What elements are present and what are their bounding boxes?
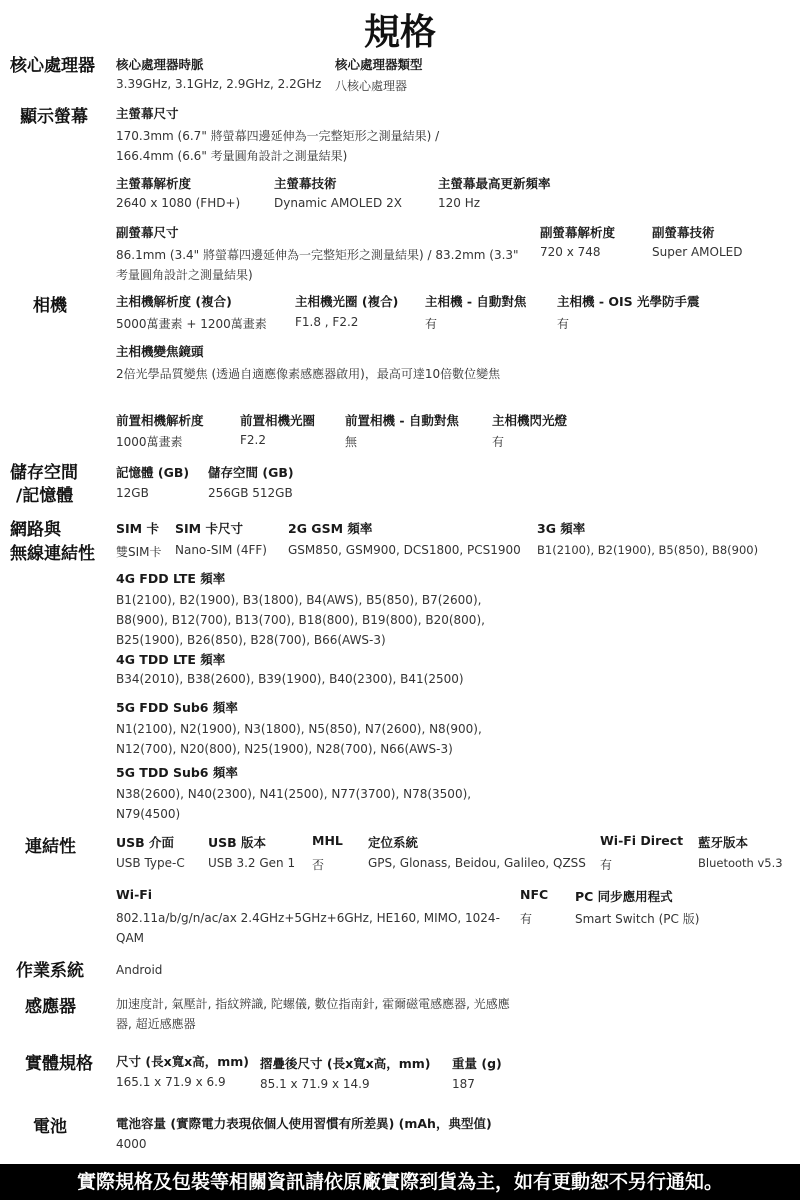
front-res-label: 前置相機解析度 [116, 413, 204, 428]
sub-tech-value: Super AMOLED [652, 245, 743, 259]
front-af-value: 無 [345, 435, 358, 449]
storage-label: 儲存空間 (GB) [208, 465, 294, 480]
section-physical: 實體規格 [25, 1054, 93, 1074]
cam-main-aperture-label: 主相機光圈 (複合) [295, 294, 399, 309]
cam-main-res-value: 5000萬畫素 + 1200萬畫素 [116, 317, 267, 331]
cpu-speed-label: 核心處理器時脈 [116, 57, 204, 72]
dims-label: 尺寸 (長x寬x高，mm) [116, 1054, 249, 1069]
g3-label: 3G 頻率 [537, 521, 586, 536]
nfc-label: NFC [520, 887, 549, 902]
tdd-lte-label: 4G TDD LTE 頻率 [116, 652, 226, 667]
cam-main-aperture-value: F1.8 , F2.2 [295, 315, 359, 329]
usb-ver-value: USB 3.2 Gen 1 [208, 856, 296, 870]
memory-label: 記憶體 (GB) [116, 465, 190, 480]
main-res-label: 主螢幕解析度 [116, 176, 192, 191]
usb-ver-label: USB 版本 [208, 835, 267, 850]
front-af-label: 前置相機 - 自動對焦 [345, 413, 459, 428]
battery-value: 4000 [116, 1137, 147, 1151]
sensors-value: 加速度計, 氣壓計, 指紋辨識, 陀螺儀, 數位指南針, 霍爾磁電感應器, 光感應器, 超近感應器 [116, 997, 510, 1031]
section-network-2: 無線連結性 [10, 544, 95, 564]
dims-value: 165.1 x 71.9 x 6.9 [116, 1075, 226, 1089]
section-battery: 電池 [33, 1117, 67, 1137]
cpu-type-value: 八核心處理器 [335, 79, 408, 93]
pc-sync-label: PC 同步應用程式 [575, 889, 673, 904]
location-value: GPS, Glonass, Beidou, Galileo, QZSS [368, 856, 586, 870]
bluetooth-value: Bluetooth v5.3 [698, 856, 783, 870]
wifi-direct-label: Wi-Fi Direct [600, 833, 684, 848]
cam-main-ois-value: 有 [557, 317, 570, 331]
section-storage-1: 儲存空間 [10, 463, 78, 483]
g3-value: B1(2100), B2(1900), B5(850), B8(900) [537, 543, 759, 557]
sub-res-value: 720 x 748 [540, 245, 601, 259]
wifi-label: Wi-Fi [116, 887, 153, 902]
front-aperture-value: F2.2 [240, 433, 266, 447]
storage-value: 256GB 512GB [208, 486, 293, 500]
memory-value: 12GB [116, 486, 149, 500]
tdd5g-label: 5G TDD Sub6 頻率 [116, 765, 238, 780]
fdd-lte-label: 4G FDD LTE 頻率 [116, 571, 226, 586]
usb-value: USB Type-C [116, 856, 185, 870]
main-refresh-value: 120 Hz [438, 196, 481, 210]
tdd-lte-value: B34(2010), B38(2600), B39(1900), B40(2300), B41(2500) [116, 672, 464, 686]
usb-label: USB 介面 [116, 835, 175, 850]
main-res-value: 2640 x 1080 (FHD+) [116, 196, 241, 210]
main-refresh-label: 主螢幕最高更新頻率 [438, 176, 551, 191]
sub-tech-label: 副螢幕技術 [652, 225, 715, 240]
front-aperture-label: 前置相機光圈 [240, 413, 316, 428]
sim-size-label: SIM 卡尺寸 [175, 521, 243, 536]
cam-zoom-label: 主相機變焦鏡頭 [116, 344, 204, 359]
cam-main-af-label: 主相機 - 自動對焦 [425, 294, 527, 309]
flash-label: 主相機閃光燈 [492, 413, 568, 428]
sub-size-value: 86.1mm (3.4" 將螢幕四邊延伸為一完整矩形之測量結果) / 83.2mm (3.3" 考量圓角設計之測量結果) [116, 248, 519, 282]
cam-zoom-value: 2倍光學品質變焦 (透過自適應像素感應器啟用)，最高可達10倍數位變焦 [116, 367, 501, 381]
mhl-value: 否 [312, 858, 325, 872]
sub-size-label: 副螢幕尺寸 [116, 225, 179, 240]
sim-value: 雙SIM卡 [116, 545, 162, 559]
section-storage-2: /記憶體 [16, 486, 74, 506]
fdd5g-label: 5G FDD Sub6 頻率 [116, 700, 238, 715]
main-size-value: 170.3mm (6.7" 將螢幕四邊延伸為一完整矩形之測量結果) / 166.4mm (6.6" 考量圓角設計之測量結果) [116, 129, 440, 163]
folded-label: 摺疊後尺寸 (長x寬x高，mm) [260, 1056, 431, 1071]
main-size-label: 主螢幕尺寸 [116, 106, 179, 121]
mhl-label: MHL [312, 833, 343, 848]
front-res-value: 1000萬畫素 [116, 435, 183, 449]
tdd5g-value: N38(2600), N40(2300), N41(2500), N77(3700), N78(3500), N79(4500) [116, 787, 472, 821]
folded-value: 85.1 x 71.9 x 14.9 [260, 1077, 370, 1091]
page-title: 規格 [363, 12, 436, 53]
sim-size-value: Nano-SIM (4FF) [175, 543, 267, 557]
flash-value: 有 [492, 435, 505, 449]
cam-main-res-label: 主相機解析度 (複合) [116, 294, 232, 309]
cam-main-ois-label: 主相機 - OIS 光學防手震 [557, 294, 700, 309]
fdd5g-value: N1(2100), N2(1900), N3(1800), N5(850), N7(2600), N8(900), N12(700), N20(800), N25(1900), N28(700), N66(AWS-3) [116, 722, 482, 756]
section-sensors: 感應器 [25, 997, 76, 1017]
section-network-1: 網路與 [10, 520, 61, 540]
cpu-speed-value: 3.39GHz, 3.1GHz, 2.9GHz, 2.2GHz [116, 77, 322, 91]
battery-label: 電池容量 (實際電力表現依個人使用習慣有所差異) (mAh，典型值) [116, 1116, 492, 1131]
section-connectivity: 連結性 [25, 837, 76, 857]
main-tech-value: Dynamic AMOLED 2X [274, 196, 402, 210]
os-value: Android [116, 963, 163, 977]
footer-notice: 實際規格及包裝等相關資訊請依原廠實際到貨為主，如有更動恕不另行通知。 [0, 1164, 800, 1200]
section-display: 顯示螢幕 [20, 107, 88, 127]
weight-label: 重量 (g) [452, 1056, 502, 1071]
wifi-value: 802.11a/b/g/n/ac/ax 2.4GHz+5GHz+6GHz, HE160, MIMO, 1024-QAM [116, 911, 500, 945]
weight-value: 187 [452, 1077, 475, 1091]
cpu-type-label: 核心處理器類型 [335, 57, 423, 72]
section-camera: 相機 [33, 296, 67, 316]
main-tech-label: 主螢幕技術 [274, 176, 337, 191]
bluetooth-label: 藍牙版本 [698, 835, 749, 850]
gsm-label: 2G GSM 頻率 [288, 521, 373, 536]
wifi-direct-value: 有 [600, 858, 613, 872]
gsm-value: GSM850, GSM900, DCS1800, PCS1900 [288, 543, 521, 557]
location-label: 定位系統 [368, 835, 419, 850]
section-cpu: 核心處理器 [10, 56, 95, 76]
section-os: 作業系統 [16, 961, 84, 981]
pc-sync-value: Smart Switch (PC 版) [575, 912, 700, 926]
sub-res-label: 副螢幕解析度 [540, 225, 616, 240]
sim-label: SIM 卡 [116, 521, 159, 536]
cam-main-af-value: 有 [425, 317, 438, 331]
fdd-lte-value: B1(2100), B2(1900), B3(1800), B4(AWS), B5(850), B7(2600), B8(900), B12(700), B13(700), B18(800), B19(800), B20(800), B25(1900), B26(850), B28(700), B66(AWS-3) [116, 593, 485, 647]
nfc-value: 有 [520, 912, 533, 926]
